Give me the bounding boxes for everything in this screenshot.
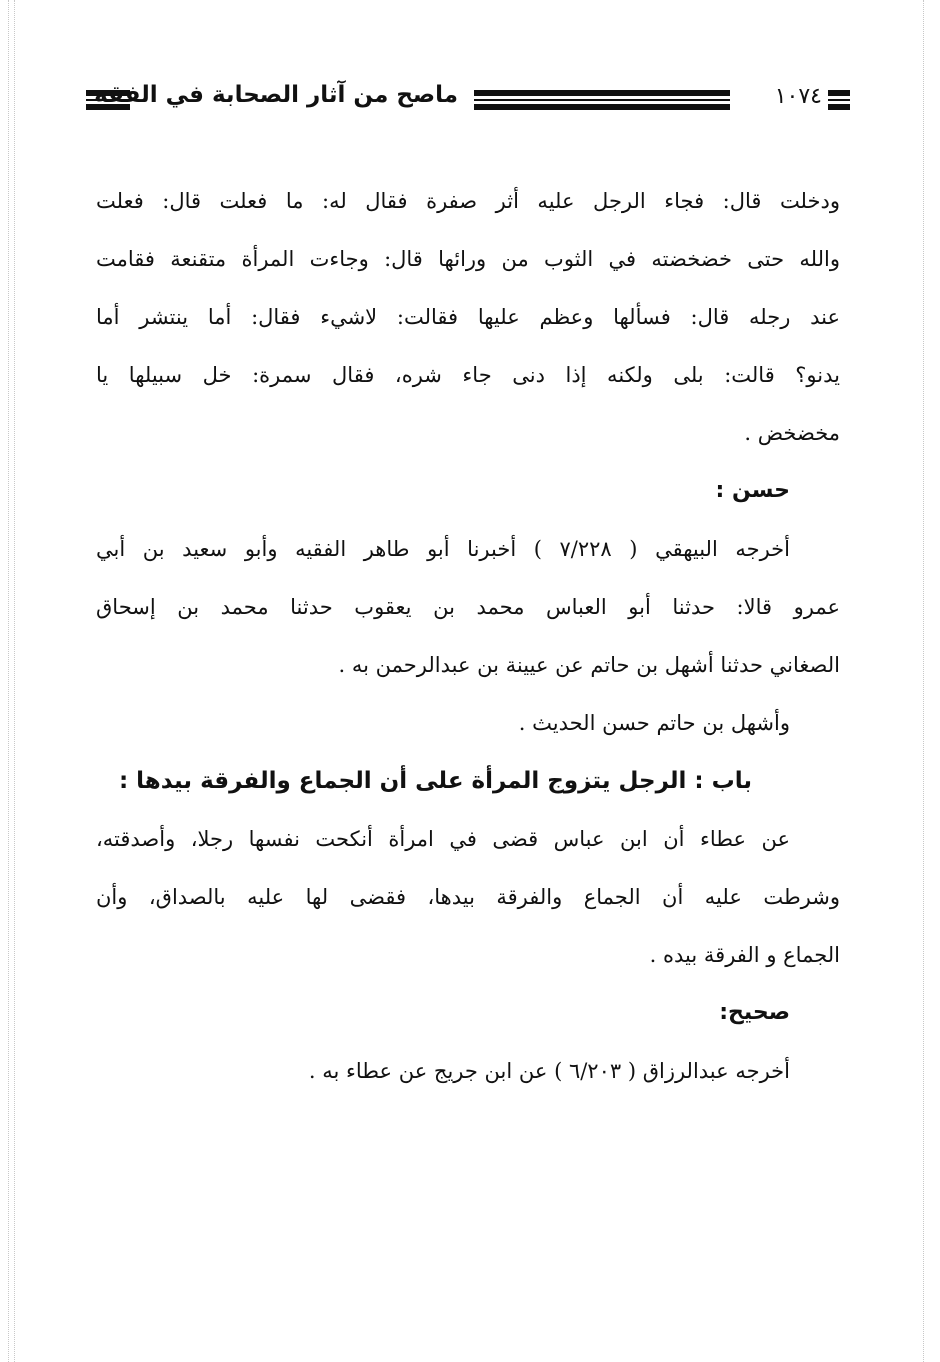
- header-rule-right: [828, 90, 850, 112]
- hadith-grade: حسن :: [715, 478, 790, 503]
- takhrij-paragraph: [96, 520, 840, 578]
- text-line: عن عطاء أن ابن عباس قضى في امرأة أنكحت نفسها رجلا، وأصدقته،: [96, 827, 790, 851]
- scan-guide-line: [8, 0, 9, 1362]
- text-line: ودخلت قال: فجاء الرجل عليه أثر صفرة فقال له: ما فعلت قال: فعلت: [96, 189, 840, 213]
- text-line: أخرجه البيهقي ( ٧/٢٢٨ ) أخبرنا أبو طاهر الفقيه وأبو سعيد بن أبي: [96, 537, 790, 561]
- chapter-heading: باب : الرجل يتزوج المرأة على أن الجماع والفرقة بيدها :: [118, 768, 752, 794]
- text-line: عمرو قالا: حدثنا أبو العباس محمد بن يعقوب حدثنا محمد بن إسحاق: [96, 595, 840, 619]
- text-line: يدنو؟ قالت: بلى ولكنه إذا دنى جاء شره، فقال سمرة: خل سبيلها يا: [96, 363, 840, 387]
- narration-paragraph: [96, 172, 840, 462]
- narrator-note: وأشهل بن حاتم حسن الحديث .: [518, 711, 790, 735]
- header-rule-middle: [474, 90, 730, 112]
- narration-paragraph: [96, 810, 840, 868]
- text-line: الصغاني حدثنا أشهل بن حاتم عن عيينة بن عبدالرحمن به .: [338, 653, 840, 677]
- text-line: مخضخض .: [744, 421, 840, 445]
- page-body: [96, 172, 840, 1100]
- text-line: وشرطت عليه أن الجماع والفرقة بيدها، فقضى لها عليه بالصداق، وأن: [96, 885, 840, 909]
- hadith-grade: صحيح:: [719, 1000, 790, 1025]
- text-line: والله حتى خضخضته في الثوب من ورائها قال: وجاءت المرأة متقنعة فقامت: [96, 247, 840, 271]
- running-header: [86, 80, 850, 126]
- text-line: عند رجله قال: فسألها وعظم عليها فقالت: لاشيء فقال: أما ينتشر أما: [96, 305, 840, 329]
- text-line: الجماع و الفرقة بيده .: [649, 943, 840, 967]
- takhrij-paragraph-continued: [96, 578, 840, 694]
- scan-guide-line: [14, 0, 15, 1362]
- takhrij-line: أخرجه عبدالرزاق ( ٦/٢٠٣ ) عن ابن جريج عن عطاء به .: [308, 1059, 790, 1083]
- book-title: ماصح من آثار الصحابة في الفقه: [94, 82, 458, 108]
- scan-guide-line: [923, 0, 924, 1362]
- narration-paragraph-continued: [96, 868, 840, 984]
- page-number: ١٠٧٤: [774, 84, 822, 109]
